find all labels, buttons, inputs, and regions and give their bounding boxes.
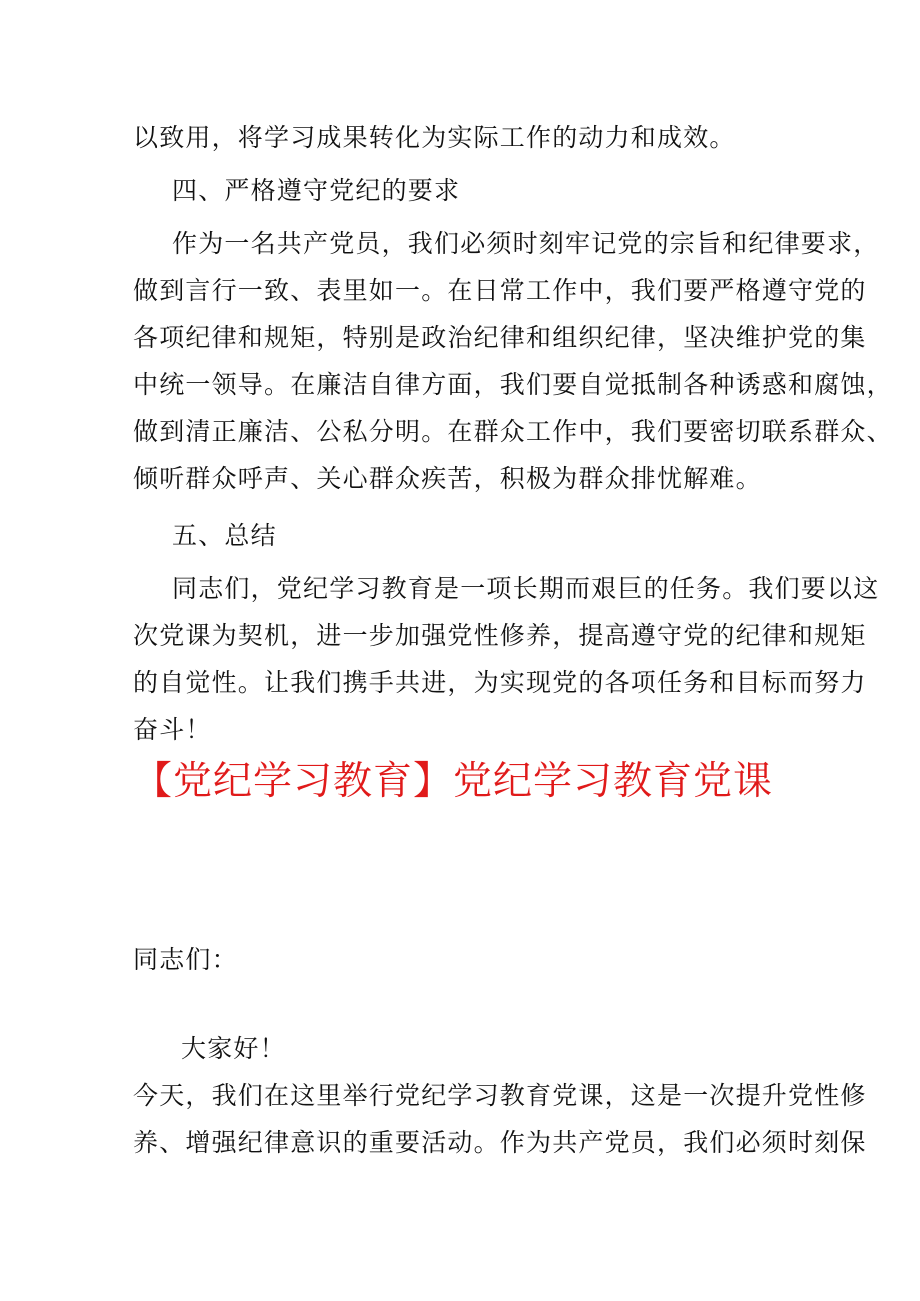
- paragraph-line: 奋斗！: [133, 715, 212, 744]
- paragraph-line: 今天，我们在这里举行党纪学习教育党课，这是一次提升党性修: [133, 1081, 867, 1110]
- document-title: 【党纪学习教育】党纪学习教育党课: [133, 759, 774, 804]
- paragraph-line: 做到言行一致、表里如一。在日常工作中，我们要严格遵守党的: [133, 276, 867, 305]
- paragraph-line: 养、增强纪律意识的重要活动。作为共产党员，我们必须时刻保: [133, 1128, 867, 1157]
- greeting: 大家好！: [181, 1034, 286, 1063]
- salutation: 同志们：: [133, 945, 238, 974]
- paragraph-line: 各项纪律和规矩，特别是政治纪律和组织纪律，坚决维护党的集: [133, 323, 867, 352]
- paragraph-line: 作为一名共产党员，我们必须时刻牢记党的宗旨和纪律要求，: [172, 229, 880, 258]
- paragraph-line: 的自觉性。让我们携手共进，为实现党的各项任务和目标而努力: [133, 668, 867, 697]
- section-heading-4: 四、严格遵守党纪的要求: [172, 176, 461, 205]
- paragraph-line: 同志们，党纪学习教育是一项长期而艰巨的任务。我们要以这: [172, 574, 880, 603]
- section-heading-5: 五、总结: [172, 521, 277, 550]
- paragraph-line: 做到清正廉洁、公私分明。在群众工作中，我们要密切联系群众、: [133, 417, 893, 446]
- paragraph-line: 倾听群众呼声、关心群众疾苦，积极为群众排忧解难。: [133, 464, 762, 493]
- paragraph-line: 中统一领导。在廉洁自律方面，我们要自觉抵制各种诱惑和腐蚀，: [133, 370, 893, 399]
- paragraph-line: 以致用，将学习成果转化为实际工作的动力和成效。: [133, 123, 736, 152]
- paragraph-line: 次党课为契机，进一步加强党性修养，提高遵守党的纪律和规矩: [133, 621, 867, 650]
